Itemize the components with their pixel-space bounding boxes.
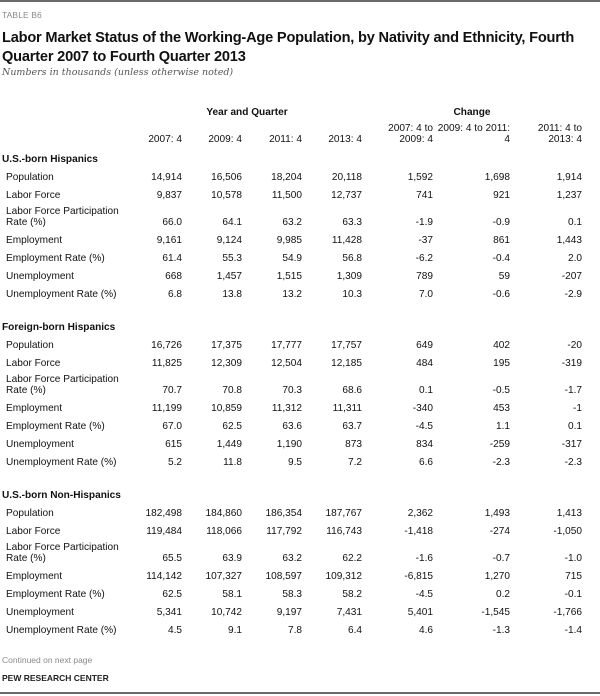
continued-note: Continued on next page [2, 655, 93, 665]
value-cell: -1.0 [564, 553, 582, 564]
value-cell: 11,500 [271, 190, 302, 201]
value-cell: -4.5 [415, 421, 433, 432]
value-cell: 9,837 [156, 190, 182, 201]
value-cell: 4.5 [167, 625, 182, 636]
group-header-change: Change [453, 107, 491, 118]
value-cell: 184,860 [205, 508, 242, 519]
value-cell: 63.2 [282, 553, 302, 564]
value-cell: 107,327 [205, 571, 242, 582]
value-cell: 65.5 [162, 553, 182, 564]
source-credit: PEW RESEARCH CENTER [2, 673, 109, 683]
value-cell: -1 [573, 403, 582, 414]
value-cell: 55.3 [222, 253, 242, 264]
column-header: 2009: 4 to 2011: 4 [437, 123, 510, 145]
value-cell: 63.2 [282, 217, 302, 228]
value-cell: 11.8 [223, 457, 242, 468]
value-cell: -1,766 [553, 607, 582, 618]
value-cell: 6.6 [418, 457, 433, 468]
value-cell: 9,161 [156, 235, 182, 246]
value-cell: -1,418 [404, 526, 433, 537]
value-cell: 10,578 [211, 190, 242, 201]
table-row [0, 537, 582, 564]
row-label: Labor Force [6, 190, 61, 201]
row-label: Population [6, 508, 54, 519]
value-cell: -0.1 [564, 589, 582, 600]
value-cell: -6.2 [415, 253, 433, 264]
value-cell: 17,777 [271, 340, 302, 351]
value-cell: 1,270 [484, 571, 510, 582]
value-cell: 1,413 [556, 508, 582, 519]
value-cell: 187,767 [325, 508, 362, 519]
column-header: 2013: 4 [328, 134, 362, 145]
value-cell: 861 [493, 235, 510, 246]
value-cell: -6,815 [404, 571, 433, 582]
value-cell: -37 [418, 235, 433, 246]
value-cell: 9.5 [287, 457, 302, 468]
value-cell: 9,985 [276, 235, 302, 246]
value-cell: 789 [416, 271, 433, 282]
value-cell: -2.3 [492, 457, 510, 468]
value-cell: 484 [416, 358, 433, 369]
section-header-row [0, 145, 582, 165]
value-cell: 1,237 [556, 190, 582, 201]
value-cell: 668 [165, 271, 182, 282]
value-cell: 62.5 [162, 589, 182, 600]
value-cell: 615 [165, 439, 182, 450]
value-cell: -0.4 [492, 253, 510, 264]
value-cell: -317 [561, 439, 582, 450]
row-label: Labor Force [6, 358, 61, 369]
table-row [0, 600, 582, 618]
column-header: 2007: 4 [148, 134, 182, 145]
value-cell: 0.1 [567, 217, 582, 228]
value-cell: 0.2 [495, 589, 510, 600]
value-cell: 1,493 [484, 508, 510, 519]
value-cell: 58.1 [222, 589, 242, 600]
table-subtitle: Numbers in thousands (unless otherwise noted) [2, 67, 234, 78]
row-label: Unemployment [6, 439, 74, 450]
section-header-row [0, 481, 582, 501]
value-cell: 63.3 [342, 217, 362, 228]
value-cell: 5.2 [167, 457, 182, 468]
value-cell: 4.6 [418, 625, 433, 636]
group-header-year: Year and Quarter [206, 107, 288, 118]
row-label: Unemployment Rate (%) [6, 457, 117, 468]
table-label: TABLE B6 [2, 10, 42, 20]
value-cell: 56.8 [342, 253, 362, 264]
row-label: Labor Force Participation Rate (%) [6, 374, 119, 396]
section-title: Foreign-born Hispanics [2, 322, 116, 333]
table-row [0, 201, 582, 228]
section-title: U.S.-born Hispanics [2, 154, 98, 165]
value-cell: 1,449 [216, 439, 242, 450]
row-label: Unemployment [6, 271, 74, 282]
value-cell: 109,312 [325, 571, 362, 582]
empty-header-cell [0, 100, 132, 118]
value-cell: 10.3 [342, 289, 362, 300]
value-cell: -1,050 [553, 526, 582, 537]
spacer-cell [0, 300, 582, 313]
value-cell: 7,431 [336, 607, 362, 618]
value-cell: -0.5 [492, 385, 510, 396]
table-row [0, 183, 582, 201]
value-cell: 16,506 [211, 172, 242, 183]
column-header: 2009: 4 [208, 134, 242, 145]
value-cell: -340 [412, 403, 433, 414]
top-rule [0, 0, 600, 2]
value-cell: 20,118 [331, 172, 362, 183]
row-label: Labor Force Participation Rate (%) [6, 542, 119, 564]
value-cell: 17,757 [331, 340, 362, 351]
value-cell: 12,737 [331, 190, 362, 201]
value-cell: 13.2 [282, 289, 302, 300]
value-cell: 11,199 [151, 403, 182, 414]
row-label: Unemployment Rate (%) [6, 625, 117, 636]
value-cell: 62.5 [222, 421, 242, 432]
value-cell: 63.9 [222, 553, 242, 564]
table-row [0, 351, 582, 369]
value-cell: 0.1 [418, 385, 433, 396]
row-label: Employment [6, 403, 63, 414]
value-cell: 1,443 [556, 235, 582, 246]
value-cell: 1,457 [216, 271, 242, 282]
value-cell: -319 [561, 358, 582, 369]
row-label: Employment Rate (%) [6, 253, 105, 264]
value-cell: 118,066 [206, 526, 242, 537]
value-cell: 1.1 [495, 421, 510, 432]
section-title: U.S.-born Non-Hispanics [2, 490, 121, 501]
value-cell: 1,914 [556, 172, 582, 183]
row-label: Population [6, 340, 54, 351]
value-cell: 67.0 [162, 421, 182, 432]
value-cell: 7.2 [347, 457, 362, 468]
value-cell: 7.0 [418, 289, 433, 300]
labor-market-table [0, 100, 582, 636]
value-cell: 5,401 [407, 607, 433, 618]
value-cell: 6.8 [167, 289, 182, 300]
value-cell: 63.6 [282, 421, 302, 432]
value-cell: 873 [345, 439, 362, 450]
row-label: Labor Force Participation Rate (%) [6, 206, 119, 228]
value-cell: 6.4 [347, 625, 362, 636]
table-row [0, 369, 582, 396]
table-row [0, 282, 582, 300]
row-label: Unemployment [6, 607, 74, 618]
value-cell: -0.9 [492, 217, 510, 228]
value-cell: 1,515 [276, 271, 302, 282]
table-row [0, 414, 582, 432]
value-cell: 58.2 [342, 589, 362, 600]
value-cell: 0.1 [567, 421, 582, 432]
table-row [0, 519, 582, 537]
value-cell: 9,124 [216, 235, 242, 246]
column-header: 2007: 4 to 2009: 4 [388, 123, 433, 145]
table-row [0, 165, 582, 183]
value-cell: 12,504 [271, 358, 302, 369]
value-cell: -20 [567, 340, 582, 351]
value-cell: -4.5 [415, 589, 433, 600]
group-header-row [0, 100, 582, 118]
row-label: Employment Rate (%) [6, 421, 105, 432]
value-cell: 1,309 [336, 271, 362, 282]
table-row [0, 564, 582, 582]
value-cell: 17,375 [211, 340, 242, 351]
value-cell: 58.3 [282, 589, 302, 600]
value-cell: 2.0 [567, 253, 582, 264]
value-cell: 68.6 [342, 385, 362, 396]
row-label: Employment [6, 571, 63, 582]
table-body [0, 145, 582, 636]
value-cell: -259 [489, 439, 510, 450]
value-cell: 402 [493, 340, 510, 351]
table-row [0, 618, 582, 636]
value-cell: 70.3 [282, 385, 302, 396]
value-cell: 186,354 [265, 508, 302, 519]
value-cell: 63.7 [342, 421, 362, 432]
value-cell: 11,825 [151, 358, 182, 369]
value-cell: 54.9 [282, 253, 302, 264]
value-cell: -2.3 [564, 457, 582, 468]
value-cell: -2.9 [564, 289, 582, 300]
value-cell: 10,742 [211, 607, 242, 618]
table-row [0, 228, 582, 246]
value-cell: 14,914 [151, 172, 182, 183]
row-label: Population [6, 172, 54, 183]
value-cell: -207 [561, 271, 582, 282]
table-row [0, 246, 582, 264]
value-cell: -274 [489, 526, 510, 537]
value-cell: 921 [493, 190, 510, 201]
value-cell: 10,859 [211, 403, 242, 414]
row-label: Employment Rate (%) [6, 589, 105, 600]
value-cell: 64.1 [222, 217, 242, 228]
section-spacer [0, 468, 582, 481]
table-row [0, 333, 582, 351]
value-cell: 18,204 [271, 172, 302, 183]
table-title: Labor Market Status of the Working-Age Population, by Nativity and Ethnicity, Fourth Quarter 2007 to Fourth Quarter 2013 [2, 30, 575, 65]
value-cell: 116,743 [326, 526, 362, 537]
table-row [0, 450, 582, 468]
value-cell: 61.4 [162, 253, 182, 264]
value-cell: 16,726 [151, 340, 182, 351]
value-cell: 1,592 [407, 172, 433, 183]
section-header-row [0, 313, 582, 333]
value-cell: -1.3 [492, 625, 510, 636]
value-cell: 11,312 [271, 403, 302, 414]
value-cell: 70.8 [222, 385, 242, 396]
row-label: Employment [6, 235, 63, 246]
section-spacer [0, 300, 582, 313]
column-header: 2011: 4 [269, 134, 302, 145]
value-cell: -0.7 [492, 553, 510, 564]
row-label: Unemployment Rate (%) [6, 289, 117, 300]
bottom-rule [0, 692, 600, 694]
value-cell: 9.1 [227, 625, 242, 636]
value-cell: 108,597 [265, 571, 302, 582]
value-cell: -1.4 [564, 625, 582, 636]
row-label: Labor Force [6, 526, 61, 537]
value-cell: 741 [416, 190, 433, 201]
value-cell: -0.6 [492, 289, 510, 300]
value-cell: 59 [498, 271, 510, 282]
value-cell: 5,341 [156, 607, 182, 618]
value-cell: 11,311 [332, 403, 362, 414]
value-cell: 70.7 [162, 385, 182, 396]
value-cell: -1.7 [564, 385, 582, 396]
value-cell: 62.2 [342, 553, 362, 564]
value-cell: 12,309 [211, 358, 242, 369]
value-cell: -1.9 [415, 217, 433, 228]
value-cell: 66.0 [162, 217, 182, 228]
value-cell: 649 [416, 340, 433, 351]
value-cell: 1,698 [484, 172, 510, 183]
empty-header-cell [0, 118, 132, 145]
spacer-cell [0, 468, 582, 481]
value-cell: 834 [416, 439, 433, 450]
table-row [0, 582, 582, 600]
value-cell: 182,498 [145, 508, 182, 519]
value-cell: 12,185 [331, 358, 362, 369]
value-cell: 117,792 [266, 526, 302, 537]
value-cell: 7.8 [287, 625, 302, 636]
value-cell: 715 [565, 571, 582, 582]
table-row [0, 501, 582, 519]
value-cell: -1,545 [481, 607, 510, 618]
value-cell: 114,142 [146, 571, 182, 582]
value-cell: 9,197 [276, 607, 302, 618]
column-header-row [0, 118, 582, 145]
table-row [0, 264, 582, 282]
table-row [0, 396, 582, 414]
table-row [0, 432, 582, 450]
value-cell: 2,362 [407, 508, 433, 519]
value-cell: 195 [493, 358, 510, 369]
value-cell: 453 [493, 403, 510, 414]
value-cell: -1.6 [415, 553, 433, 564]
value-cell: 1,190 [276, 439, 302, 450]
value-cell: 13.8 [222, 289, 242, 300]
value-cell: 11,428 [331, 235, 362, 246]
value-cell: 119,484 [146, 526, 182, 537]
column-header: 2011: 4 to 2013: 4 [537, 123, 582, 145]
